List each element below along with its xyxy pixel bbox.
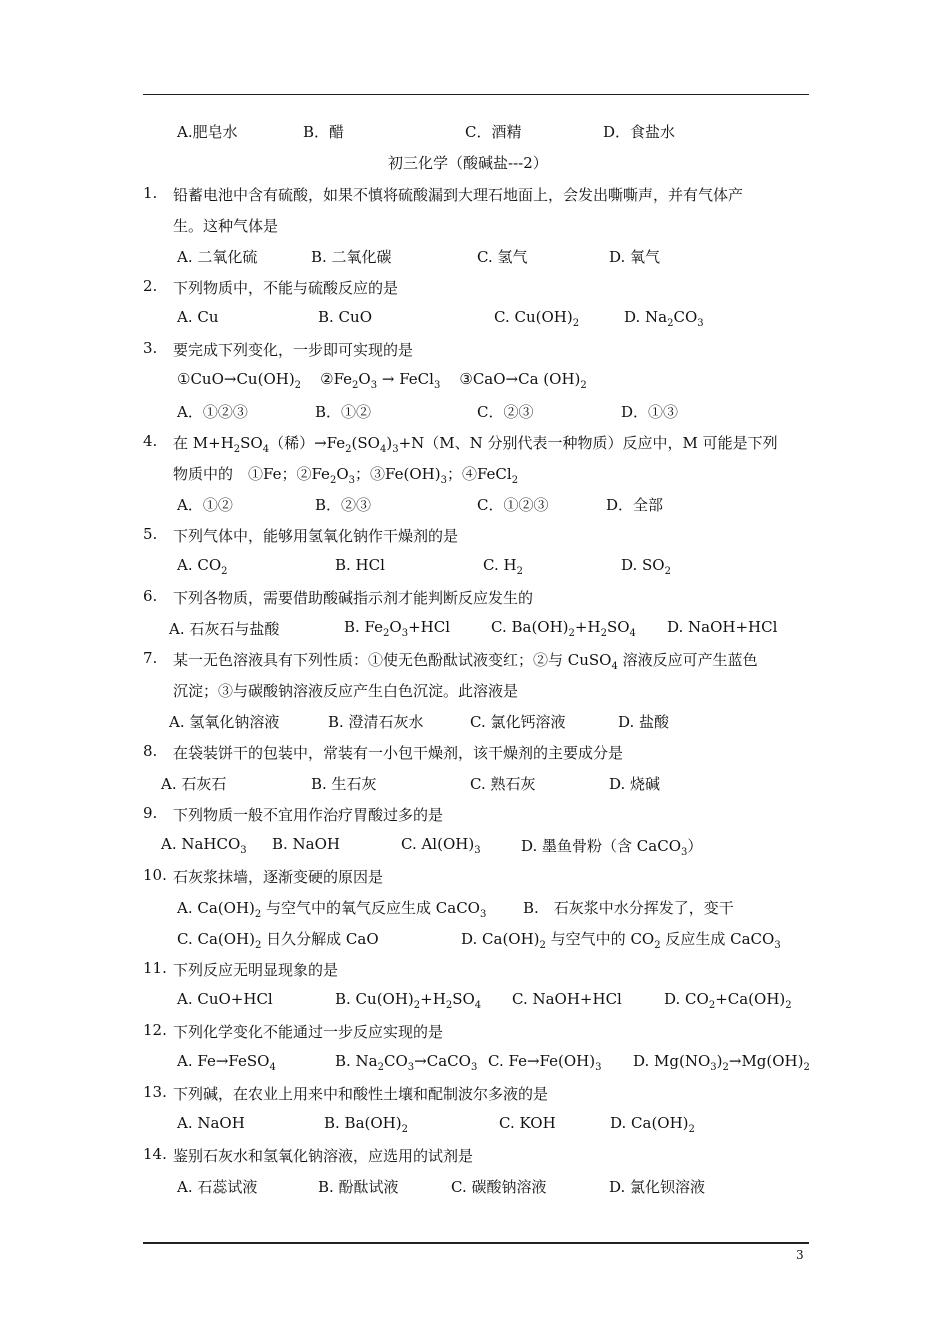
question-9-option-c: C. $Al(OH)_3$ bbox=[401, 835, 481, 856]
question-7-option-c: C. 氯化钙溶液 bbox=[470, 713, 566, 731]
question-6-option-a: A. 石灰石与盐酸 bbox=[169, 620, 280, 638]
section-title: 初三化学（酸碱盐---2） bbox=[388, 154, 548, 172]
question-6-stem: 下列各物质，需要借助酸碱指示剂才能判断反应发生的 bbox=[173, 589, 534, 607]
question-7-stem: 沉淀；③与碳酸钠溶液反应产生白色沉淀。此溶液是 bbox=[173, 682, 519, 700]
question-12-option-a: A. Fe→FeSO$_4$ bbox=[177, 1052, 276, 1073]
question-11-option-a: A. CuO+HCl bbox=[177, 990, 273, 1008]
question-1-option-a: A. 二氧化硫 bbox=[177, 248, 258, 266]
question-number-13: 13. bbox=[143, 1083, 167, 1101]
question-13-option-a: A. NaOH bbox=[177, 1114, 245, 1132]
question-number-9: 9. bbox=[143, 804, 158, 822]
question-12-stem: 下列化学变化不能通过一步反应实现的是 bbox=[173, 1023, 444, 1041]
question-number-7: 7. bbox=[143, 649, 158, 667]
question-8-option-d: D. 烧碱 bbox=[609, 775, 661, 793]
question-number-3: 3. bbox=[143, 339, 158, 357]
question-10-stem: 石灰浆抹墙，逐渐变硬的原因是 bbox=[173, 868, 384, 886]
question-4-option-a: A．①② bbox=[177, 496, 233, 514]
question-3-stem: 要完成下列变化，一步即可实现的是 bbox=[173, 341, 414, 359]
footer-rule bbox=[143, 1242, 809, 1244]
question-3-option-c: C．②③ bbox=[477, 403, 534, 421]
question-14-option-b: B. 酚酞试液 bbox=[318, 1178, 399, 1196]
question-12-option-c: C. $Fe\to Fe(OH)_3$ bbox=[488, 1052, 602, 1073]
page-number: 3 bbox=[796, 1248, 804, 1262]
question-3-items: $①CuO\to Cu(OH)_2$ $②Fe_2O_3$ → FeCl$_3$ ③CaO→Ca $(OH)_2$ bbox=[177, 370, 587, 391]
question-13-option-d: D. $Ca(OH)_2$ bbox=[610, 1114, 695, 1135]
question-2-option-b: B. CuO bbox=[318, 308, 372, 326]
question-5-option-d: D. $SO_2$ bbox=[621, 556, 671, 577]
question-1-stem: 生。这种气体是 bbox=[173, 217, 279, 235]
question-12-option-b: B. $Na_2CO_3\to CaCO_3$ bbox=[335, 1052, 478, 1073]
question-4-option-b: B．②③ bbox=[315, 496, 372, 514]
question-3-option-a: A．①②③ bbox=[177, 403, 248, 421]
question-5-stem: 下列气体中，能够用氢氧化钠作干燥剂的是 bbox=[173, 527, 459, 545]
question-7-option-a: A. 氢氧化钠溶液 bbox=[169, 713, 280, 731]
question-1-option-d: D. 氧气 bbox=[609, 248, 661, 266]
question-5-option-a: A. $CO_2$ bbox=[177, 556, 228, 577]
question-10-option-c: C. $Ca(OH)_2$ 日久分解成 CaO bbox=[177, 930, 379, 951]
question-1-option-b: B. 二氧化碳 bbox=[311, 248, 392, 266]
question-4-option-c: C．①②③ bbox=[477, 496, 549, 514]
question-9-option-d: D. 墨鱼骨粉（含 CaCO$_3$） bbox=[521, 837, 703, 858]
question-9-option-b: B. NaOH bbox=[272, 835, 341, 853]
question-number-12: 12. bbox=[143, 1021, 167, 1039]
question-9-stem: 下列物质一般不宜用作治疗胃酸过多的是 bbox=[173, 806, 444, 824]
question-7-option-b: B. 澄清石灰水 bbox=[328, 713, 424, 731]
question-13-option-b: B. $Ba(OH)_2$ bbox=[324, 1114, 408, 1135]
question-2-option-a: A. Cu bbox=[177, 308, 219, 326]
question-8-option-c: C. 熟石灰 bbox=[470, 775, 536, 793]
question-number-14: 14. bbox=[143, 1145, 167, 1163]
prev-option-b: B．醋 bbox=[303, 123, 345, 141]
question-14-option-c: C. 碳酸钠溶液 bbox=[451, 1178, 547, 1196]
prev-option-a: A.肥皂水 bbox=[177, 123, 238, 141]
question-8-option-a: A. 石灰石 bbox=[161, 775, 227, 793]
question-8-option-b: B. 生石灰 bbox=[311, 775, 377, 793]
question-3-option-b: B．①② bbox=[315, 403, 372, 421]
question-4-option-d: D．全部 bbox=[606, 496, 664, 514]
question-6-option-c: C. $Ba(OH)_2+H_2SO_4$ bbox=[491, 618, 636, 639]
question-number-4: 4. bbox=[143, 432, 158, 450]
prev-option-d: D．食盐水 bbox=[603, 123, 676, 141]
question-11-option-c: C. NaOH+HCl bbox=[512, 990, 622, 1008]
question-10-option-b: B. 石灰浆中水分挥发了，变干 bbox=[523, 899, 734, 917]
question-3-option-d: D．①③ bbox=[621, 403, 679, 421]
question-7-stem: 某一无色溶液具有下列性质：①使无色酚酞试液变红；②与 CuSO$_4$ 溶液反应可产生蓝色 bbox=[173, 651, 758, 672]
question-5-option-c: C. $H_2$ bbox=[483, 556, 523, 577]
question-number-6: 6. bbox=[143, 587, 158, 605]
question-number-10: 10. bbox=[143, 866, 167, 884]
question-7-option-d: D. 盐酸 bbox=[618, 713, 670, 731]
question-number-5: 5. bbox=[143, 525, 158, 543]
question-1-option-c: C. 氢气 bbox=[477, 248, 528, 266]
prev-option-c: C．酒精 bbox=[465, 123, 522, 141]
question-number-11: 11. bbox=[143, 959, 167, 977]
question-12-option-d: D. $Mg(NO_3)_2\to Mg(OH)_2$ bbox=[633, 1052, 810, 1073]
question-4-stem: 在 $M+H_2SO_4$（稀）$\to Fe_2(SO_4)_3+N(M$、N 分别代表一种物质）反应中，M 可能是下列 bbox=[173, 434, 778, 455]
question-11-option-d: D. $CO_2+Ca(OH)_2$ bbox=[664, 990, 792, 1011]
question-2-option-c: C. $Cu(OH)_2$ bbox=[494, 308, 580, 329]
question-number-8: 8. bbox=[143, 742, 158, 760]
question-10-option-d: D. $Ca(OH)_2$ 与空气中的 $CO_2$ 反应生成 CaCO$_3$ bbox=[461, 930, 781, 951]
question-10-option-a: A. $Ca(OH)_2$ 与空气中的氧气反应生成 CaCO$_3$ bbox=[177, 899, 487, 920]
question-14-option-a: A. 石蕊试液 bbox=[177, 1178, 258, 1196]
question-14-option-d: D. 氯化钡溶液 bbox=[609, 1178, 706, 1196]
question-5-option-b: B. HCl bbox=[335, 556, 385, 574]
question-13-stem: 下列碱，在农业上用来中和酸性土壤和配制波尔多液的是 bbox=[173, 1085, 549, 1103]
question-11-stem: 下列反应无明显现象的是 bbox=[173, 961, 339, 979]
question-9-option-a: A. NaHCO$_3$ bbox=[161, 835, 247, 856]
question-2-option-d: D. $Na_2CO_3$ bbox=[624, 308, 704, 329]
question-14-stem: 鉴别石灰水和氢氧化钠溶液，应选用的试剂是 bbox=[173, 1147, 474, 1165]
question-13-option-c: C. KOH bbox=[499, 1114, 556, 1132]
header-rule bbox=[143, 94, 809, 95]
question-6-option-b: B. $Fe_2O_3+HCl$ bbox=[344, 618, 451, 639]
question-number-2: 2. bbox=[143, 277, 158, 295]
question-1-stem: 铅蓄电池中含有硫酸，如果不慎将硫酸漏到大理石地面上，会发出嘶嘶声，并有气体产 bbox=[173, 186, 744, 204]
question-6-option-d: D. NaOH+HCl bbox=[667, 618, 778, 636]
question-8-stem: 在袋装饼干的包装中，常装有一小包干燥剂，该干燥剂的主要成分是 bbox=[173, 744, 624, 762]
question-2-stem: 下列物质中，不能与硫酸反应的是 bbox=[173, 279, 399, 297]
question-11-option-b: B. $Cu(OH)_2+H_2SO_4$ bbox=[335, 990, 482, 1011]
question-number-1: 1. bbox=[143, 184, 158, 202]
question-4-stem: 物质中的 ①Fe；$②Fe_2O_3$；$③Fe(OH)_3$；④FeCl$_2$ bbox=[173, 465, 519, 486]
